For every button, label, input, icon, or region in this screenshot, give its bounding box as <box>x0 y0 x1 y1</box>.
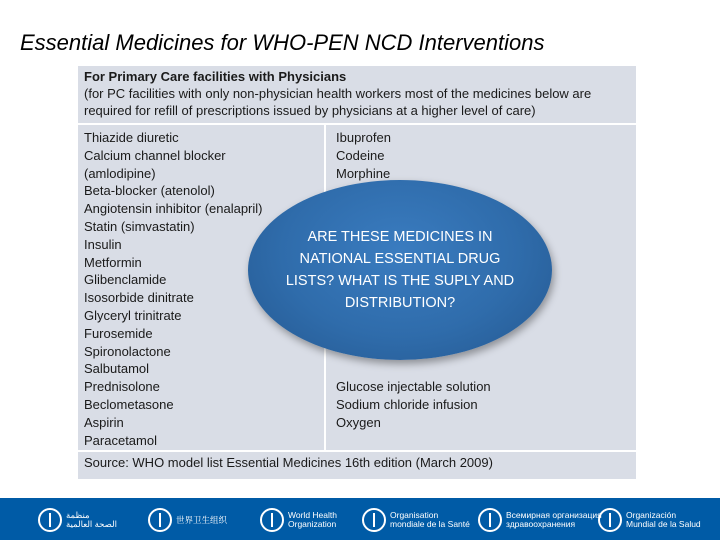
who-emblem-icon <box>478 508 502 532</box>
list-item: Insulin <box>84 236 122 252</box>
logo-text: منظمة الصحة العالمية <box>66 510 117 529</box>
list-item: Angiotensin inhibitor (enalapril) <box>84 201 263 217</box>
list-item: Thiazide diuretic <box>84 130 179 145</box>
logo-text: World Health Organization <box>288 510 337 529</box>
callout-text: ARE THESE MEDICINES IN NATIONAL ESSENTIAL DRUG LISTS? WHAT IS THE SUPLY AND DISTRIBUTION? <box>285 229 515 311</box>
table-subheading: (for PC facilities with only non-physician health workers most of the medicines below are required for refill of prescriptions issued by physicians at a higher level of care) <box>84 86 592 118</box>
list-item: Spironolactone <box>84 343 171 359</box>
list-item: Furosemide <box>84 325 153 341</box>
list-item: Aspirin <box>84 414 124 430</box>
who-emblem-icon <box>598 508 622 532</box>
list-item: Glibenclamide <box>84 272 167 288</box>
footer-divider <box>78 450 636 452</box>
list-item: Prednisolone <box>84 379 160 395</box>
list-item: Oxygen <box>336 414 381 430</box>
list-item: (amlodipine) <box>84 165 156 181</box>
question-callout <box>248 180 552 360</box>
table-source: Source: WHO model list Essential Medicines 16th edition (March 2009) <box>84 455 493 470</box>
logo-text: 世界卫生组织 <box>176 514 228 525</box>
who-logo-french <box>362 506 470 534</box>
list-item: Glyceryl trinitrate <box>84 307 182 323</box>
list-item: Metformin <box>84 254 142 270</box>
who-logo-bar <box>0 498 720 540</box>
who-emblem-icon <box>362 508 386 532</box>
list-item: Isosorbide dinitrate <box>84 290 194 306</box>
list-item: Statin (simvastatin) <box>84 218 195 234</box>
table-header <box>84 68 632 119</box>
who-emblem-icon <box>260 508 284 532</box>
who-logo-spanish <box>598 506 701 534</box>
who-logo-chinese <box>148 506 227 534</box>
list-item: Sodium chloride infusion <box>336 396 478 412</box>
who-logo-russian <box>478 506 602 534</box>
logo-text: Organisation mondiale de la Santé <box>390 510 470 529</box>
table-heading: For Primary Care facilities with Physicians <box>84 69 347 84</box>
logo-text: Organización Mundial de la Salud <box>626 510 701 529</box>
header-divider <box>78 123 636 125</box>
list-item: Beclometasone <box>84 396 174 412</box>
who-logo-english <box>260 506 337 534</box>
slide-title: Essential Medicines for WHO-PEN NCD Interventions <box>20 30 545 55</box>
who-emblem-icon <box>148 508 172 532</box>
logo-text: Всемирная организация здравоохранения <box>506 510 602 529</box>
list-item: Calcium channel blocker <box>84 147 226 163</box>
list-item: Glucose injectable solution <box>336 379 491 395</box>
left-medicine-list <box>84 129 263 449</box>
list-item: Paracetamol <box>84 432 157 448</box>
list-item: Morphine <box>336 165 391 181</box>
list-item: Codeine <box>336 147 385 163</box>
list-item <box>336 360 491 378</box>
who-emblem-icon <box>38 508 62 532</box>
who-logo-arabic <box>38 506 117 534</box>
list-item: Beta-blocker (atenolol) <box>84 183 215 199</box>
list-item: Ibuprofen <box>336 130 391 145</box>
list-item: Salbutamol <box>84 361 150 377</box>
